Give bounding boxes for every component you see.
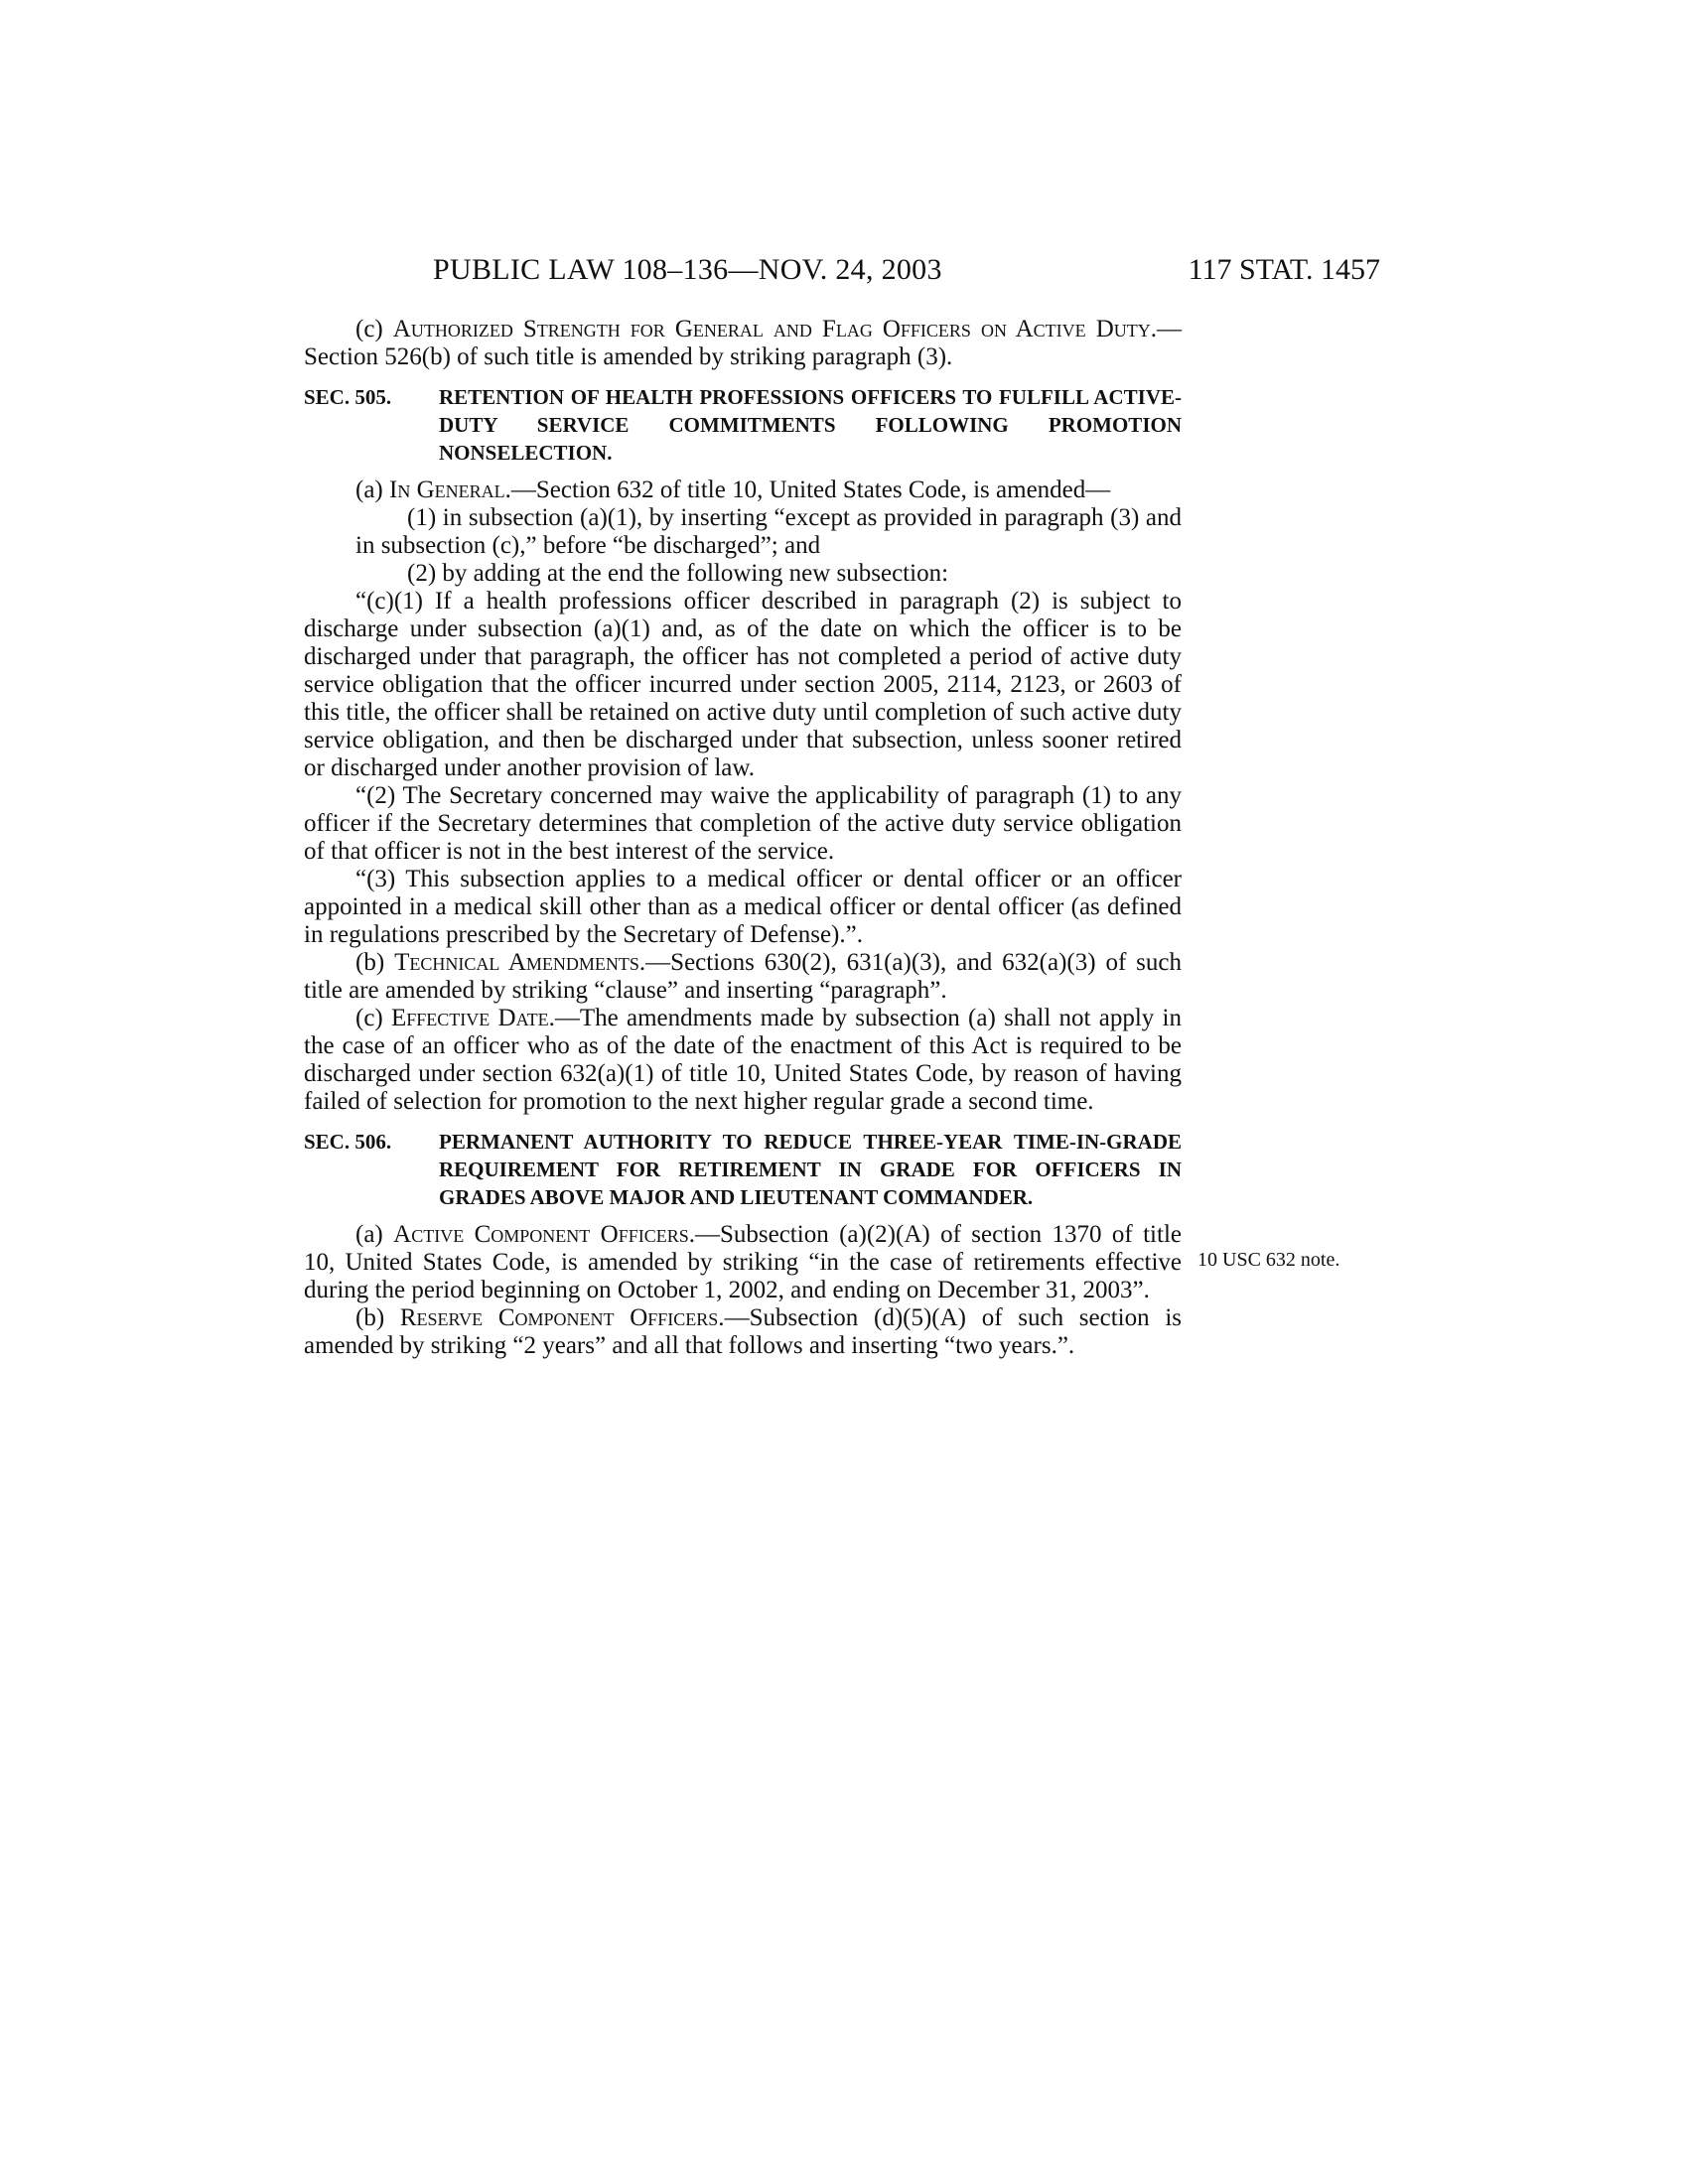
section-506-heading xyxy=(304,1128,1182,1211)
section-505-subsection-c: (c) Effective Date.—The amendments made by subsection (a) shall not apply in the case of an officer who as of the date of the enactment of this Act is required to be discharged under section 632(a)(1) of title 10, United States Code, by reason of having failed of selection for promotion to the next higher regular grade a second time. xyxy=(304,1005,1182,1115)
section-505-heading xyxy=(304,383,1182,467)
subsection-heading: Effective Date. xyxy=(391,1005,555,1031)
subsection-heading: Reserve Component Officers. xyxy=(399,1304,725,1331)
section-505-subsection-b: (b) Technical Amendments.—Sections 630(2), 631(a)(3), and 632(a)(3) of such title are amended by striking “clause” and inserting “paragraph”. xyxy=(304,949,1182,1004)
subsection-c-authorized-strength: (c) Authorized Strength for General and Flag Officers on Active Duty.—Section 526(b) of such title is amended by striking paragraph (3). xyxy=(304,316,1182,370)
section-number: SEC. 506. xyxy=(304,1130,392,1154)
margin-note: 10 USC 632 note. xyxy=(1197,1249,1340,1271)
subsection-heading: Authorized Strength for General and Flag Officers on Active Duty. xyxy=(392,316,1157,342)
running-head xyxy=(304,250,1380,290)
law-title: PUBLIC LAW 108–136—NOV. 24, 2003 xyxy=(433,253,942,286)
section-title: RETENTION OF HEALTH PROFESSIONS OFFICERS TO FULFILL ACTIVE-DUTY SERVICE COMMITMENTS FOLLOWING PROMOTION NONSELECTION. xyxy=(439,385,1182,465)
stat-page-number: 117 STAT. 1457 xyxy=(1188,253,1380,286)
section-506-subsection-a: (a) Active Component Officers.—Subsection (a)(2)(A) of section 1370 of title 10, United States Code, is amended by striking “in the case of retirements effective during the period beginning on October 1, 2002, and ending on December 31, 2003”. xyxy=(304,1221,1182,1303)
paragraph-1: (1) in subsection (a)(1), by inserting “except as provided in paragraph (3) and in subsection (c),” before “be discharged”; and xyxy=(355,504,1182,559)
section-506-subsection-b: (b) Reserve Component Officers.—Subsection (d)(5)(A) of such section is amended by striking “2 years” and all that follows and inserting “two years.”. xyxy=(304,1304,1182,1359)
section-title: PERMANENT AUTHORITY TO REDUCE THREE-YEAR TIME-IN-GRADE REQUIREMENT FOR RETIREMENT IN GRADE FOR OFFICERS IN GRADES ABOVE MAJOR AND LIEUTENANT COMMANDER. xyxy=(439,1130,1182,1209)
paragraph-2: (2) by adding at the end the following new subsection: xyxy=(407,560,949,587)
section-505-subsection-a: (a) In General.—Section 632 of title 10, United States Code, is amended— xyxy=(355,477,1111,503)
document-body xyxy=(304,316,1182,1360)
new-subsection-c-2: “(2) The Secretary concerned may waive the applicability of paragraph (1) to any officer if the Secretary determines that completion of the active duty service obligation of that officer is not in the best interest of the service. xyxy=(304,782,1182,865)
section-number: SEC. 505. xyxy=(304,385,392,409)
new-subsection-c-3: “(3) This subsection applies to a medical officer or dental officer or an officer appointed in a medical skill other than as a medical officer or dental officer (as defined in regulations prescribed by the Secretary of Defense).”. xyxy=(304,866,1182,948)
subsection-heading: In General. xyxy=(389,477,511,503)
subsection-heading: Active Component Officers. xyxy=(393,1221,695,1248)
new-subsection-c-1: “(c)(1) If a health professions officer described in paragraph (2) is subject to discharge under subsection (a)(1) and, as of the date on which the officer is to be discharged under that paragraph, the officer has not completed a period of active duty service obligation that the officer incurred under section 2005, 2114, 2123, or 2603 of this title, the officer shall be retained on active duty until completion of such active duty service obligation, and then be discharged under that subsection, unless sooner retired or discharged under another provision of law. xyxy=(304,588,1182,781)
subsection-heading: Technical Amendments. xyxy=(394,949,646,976)
